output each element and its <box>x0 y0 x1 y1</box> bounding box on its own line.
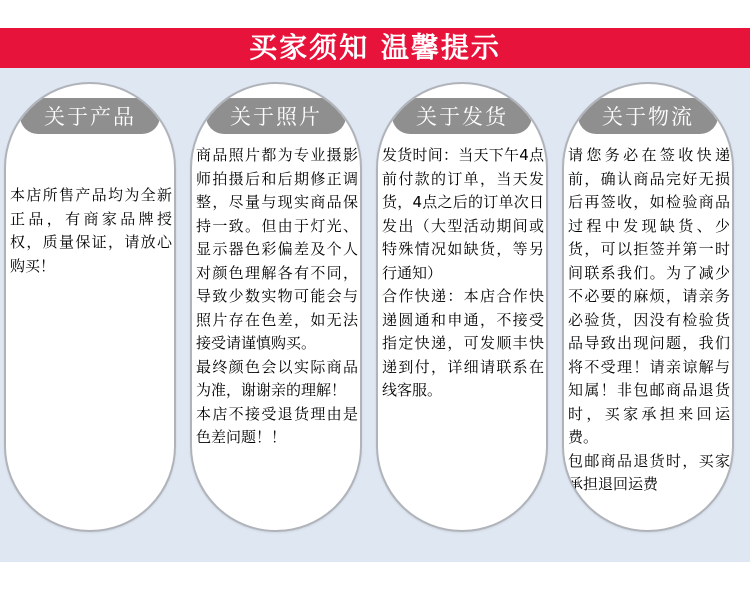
card-about-photos <box>190 82 362 532</box>
card-paragraph: 发货时间：当天下午4点前付款的订单，当天发货，4点之后的订单次日发出（大型活动期间或特殊情况如缺货，等另行通知） <box>382 146 544 282</box>
banner-title: 买家须知 温馨提示 <box>249 31 501 64</box>
card-about-logistics <box>562 82 734 532</box>
card-about-shipping <box>376 82 548 532</box>
card-paragraph: 请您务必在签收快递前，确认商品完好无损后再签收，如检验商品过程中发现缺货、少货，可以拒签并第一时间联系我们。为了减少不必要的麻烦，请亲务必验货，因没有检验货品导致出现问题，我们将不受理！请亲谅解与知属！非包邮商品退货时，买家承担来回运费。 <box>568 146 730 446</box>
notice-banner <box>0 28 750 68</box>
card-heading-product: 关于产品 <box>20 98 160 134</box>
card-paragraph: 合作快递：本店合作快递圆通和申通，不接受指定快递，可发顺丰快递到付，详细请联系在线客服。 <box>382 287 544 399</box>
card-paragraph: 商品照片都为专业摄影师拍摄后和后期修正调整，尽量与现实商品保持一致。但由于灯光、显示器色彩偏差及个人对颜色理解各有不同，导致少数实物可能会与照片存在色差，如无法接受请谨慎购买。 <box>196 146 358 352</box>
card-heading-logistics: 关于物流 <box>578 98 718 134</box>
card-body-product <box>10 184 172 278</box>
card-paragraph: 本店所售产品均为全新正品，有商家品牌授权，质量保证，请放心购买！ <box>10 186 172 275</box>
card-body-photos <box>196 144 358 450</box>
card-paragraph: 最终颜色会以实际商品为准，谢谢亲的理解！ <box>196 357 358 399</box>
card-paragraph: 本店不接受退货理由是色差问题！！ <box>196 404 358 446</box>
card-paragraph: 包邮商品退货时，买家承担退回运费 <box>568 451 730 493</box>
card-about-product <box>4 82 176 532</box>
card-body-logistics <box>568 144 730 497</box>
card-heading-shipping: 关于发货 <box>392 98 532 134</box>
card-body-shipping <box>382 144 544 403</box>
card-heading-photos: 关于照片 <box>206 98 346 134</box>
